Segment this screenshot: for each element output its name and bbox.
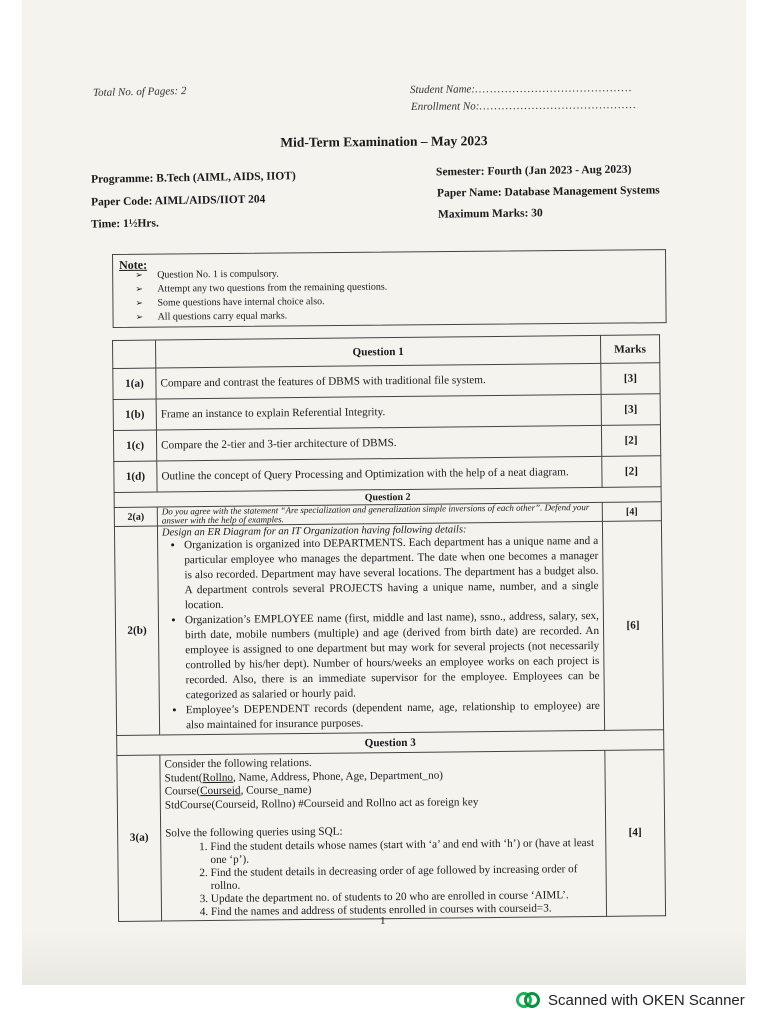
- question-body: [157, 521, 604, 735]
- note-text: Question No. 1 is compulsory.: [157, 268, 279, 281]
- arrow-bullet-icon: ➢: [135, 311, 144, 322]
- paper-code: Paper Code: AIML/AIDS/IIOT 204: [90, 193, 266, 209]
- student-name-label: Student Name:: [409, 83, 476, 96]
- relation-name: Student(: [164, 771, 203, 784]
- question-number: 1(c): [113, 430, 156, 461]
- question-2-header: Question 2: [114, 487, 661, 508]
- question-marks: [3]: [601, 394, 660, 426]
- arrow-bullet-icon: ➢: [135, 269, 143, 280]
- solve-instruction: Solve the following queries using SQL:: [165, 825, 343, 840]
- note-text: Attempt any two questions from the remaining questions.: [157, 281, 388, 295]
- question-intro: Consider the following relations.: [164, 756, 312, 771]
- table-cell: [113, 340, 156, 368]
- maximum-marks: Maximum Marks: 30: [437, 207, 543, 221]
- scanner-logo-icon: [516, 990, 540, 1010]
- note-item: [135, 280, 387, 296]
- total-pages: Total No. of Pages: 2: [92, 85, 187, 99]
- marks-header: Marks: [600, 335, 659, 364]
- list-item: 4. Find the names and address of students enrolled in courses with courseid=3.: [211, 901, 602, 918]
- relation-name: Course(: [164, 785, 201, 798]
- enrollment-line: [411, 99, 637, 113]
- relation-attributes: , Name, Address, Phone, Age, Department_no): [232, 769, 444, 784]
- table-row: [117, 750, 666, 921]
- list-item: 1. Find the student details whose names (start with ‘a’ and end with ‘h’) or (have at least one ‘p’).: [210, 836, 601, 866]
- paper-shadow: [22, 930, 746, 985]
- question-body: [160, 750, 607, 920]
- scanner-text: Scanned with OKEN Scanner: [548, 991, 745, 1009]
- primary-key: Rollno: [202, 771, 234, 784]
- enrollment-dots: ..........................................: [479, 99, 637, 113]
- question-table: [112, 334, 666, 921]
- question-marks: [6]: [602, 521, 663, 731]
- question-marks: [3]: [601, 363, 660, 395]
- exam-title: Mid-Term Examination – May 2023: [280, 133, 488, 150]
- relation-stdcourse: StdCourse(Courseid, Rollno) #Courseid and Rollno act as foreign key: [164, 795, 479, 811]
- query-list: [165, 836, 602, 919]
- list-item: 3. Update the department no. of students to 20 who are enrolled in course ‘AIML’.: [211, 888, 602, 905]
- arrow-bullet-icon: ➢: [135, 283, 143, 294]
- list-item: • Organization’s EMPLOYEE name (first, middle and last name), ssno., address, salary, sex, birth date, mobile numbers (multiple) and age (derived from birth date) are recorded. An employee is assigned to one department but may work for several projects (not necessarily controlled by his/her dept). Number of hours/weeks an employee works on each project is recorded. Also, there is an immediate supervisor for the employee. Employees can be categorized as salaried or hourly paid.: [185, 609, 600, 703]
- semester: Semester: Fourth (Jan 2023 - Aug 2023): [435, 163, 632, 179]
- question-text: Outline the concept of Query Processing and Optimization with the help of a neat diagram.: [157, 456, 602, 492]
- paper-name: Paper Name: Database Management Systems: [436, 184, 660, 200]
- student-name-line: [410, 82, 633, 96]
- question-marks: [4]: [605, 750, 666, 916]
- question-number: 3(a): [117, 755, 162, 921]
- requirement-list: [162, 534, 600, 734]
- page-number: 1: [380, 915, 386, 927]
- note-text: All questions carry equal marks.: [157, 310, 288, 323]
- enrollment-label: Enrollment No:: [410, 100, 480, 113]
- time: Time: 1½Hrs.: [90, 217, 159, 231]
- question-marks: [2]: [601, 425, 660, 457]
- question-marks: [2]: [602, 456, 661, 488]
- note-list: [135, 266, 387, 324]
- primary-key: Courseid: [200, 784, 241, 798]
- question-text: Do you agree with the statement “Are specialization and generalization simple inversions of each other”. Defend your answer with the help of examples.: [157, 502, 602, 526]
- question-3-header: Question 3: [117, 730, 664, 756]
- question-1-header: Question 1: [156, 335, 601, 368]
- question-number: 1(a): [113, 368, 156, 399]
- relation-attributes: , Course_name): [240, 783, 312, 797]
- question-number: 2(b): [114, 526, 159, 735]
- scanner-watermark: [516, 990, 745, 1010]
- question-intro: Design an ER Diagram for an IT Organization having following details:: [161, 524, 467, 539]
- arrow-bullet-icon: ➢: [135, 297, 144, 308]
- note-title: Note:: [119, 257, 148, 272]
- list-item: 2. Find the student details in decreasing order of age followed by increasing order of rollno.: [211, 862, 602, 892]
- question-number: 1(d): [114, 461, 157, 492]
- student-name-dots: ..........................................: [475, 82, 633, 96]
- list-item: • Employee’s DEPENDENT records (dependent name, age, relationship to employee) are also maintained for insurance purposes.: [186, 699, 600, 733]
- question-number: 2(a): [114, 507, 157, 526]
- question-text: Compare the 2-tier and 3-tier architecture of DBMS.: [156, 425, 601, 461]
- question-number: 1(b): [113, 399, 156, 430]
- list-item: • Organization is organized into DEPARTMENTS. Each department has a unique name and a particular employee who manages the department. The date when one becomes a manager is also recorded. Department may have several locations. The department has a budget also. A department controls several PROJECTS having a unique name, number, and a single location.: [184, 534, 599, 613]
- question-text: Compare and contrast the features of DBMS with traditional file system.: [156, 363, 601, 399]
- programme: Programme: B.Tech (AIML, AIDS, IIOT): [90, 170, 296, 186]
- table-row: [114, 521, 663, 736]
- note-text: Some questions have internal choice also.: [157, 296, 325, 309]
- note-item: [135, 308, 387, 324]
- question-text: Frame an instance to explain Referential Integrity.: [156, 394, 601, 430]
- note-box: [112, 249, 667, 328]
- question-marks: [4]: [602, 502, 661, 522]
